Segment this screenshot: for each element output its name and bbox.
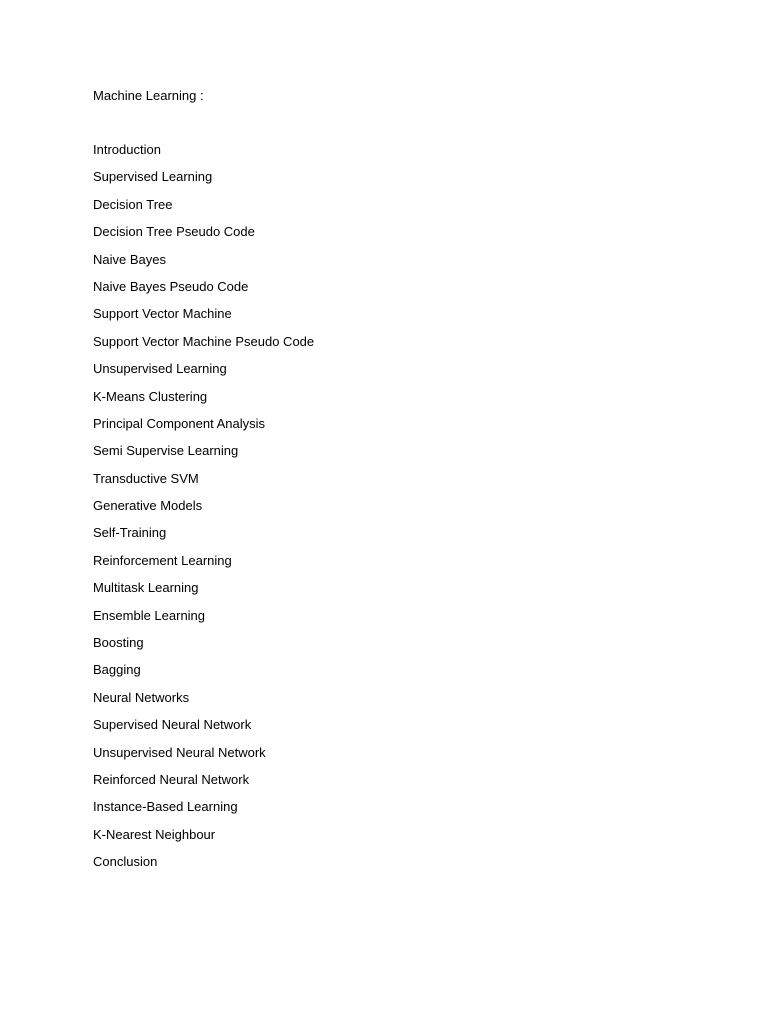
- topic-item: Reinforced Neural Network: [93, 771, 250, 787]
- topic-item: K-Nearest Neighbour: [93, 826, 216, 842]
- topic-item: Support Vector Machine Pseudo Code: [93, 333, 315, 349]
- topic-item: Conclusion: [93, 854, 158, 870]
- topic-list: [93, 141, 314, 881]
- topic-item: Self-Training: [93, 525, 167, 541]
- topic-item: Supervised Learning: [93, 169, 213, 185]
- topic-item: Unsupervised Learning: [93, 361, 227, 377]
- topic-item: Bagging: [93, 662, 141, 678]
- topic-item: Naive Bayes Pseudo Code: [93, 278, 249, 294]
- topic-item: Naive Bayes: [93, 251, 166, 267]
- topic-item: Support Vector Machine: [93, 306, 232, 322]
- topic-item: Multitask Learning: [93, 580, 199, 596]
- topic-item: Supervised Neural Network: [93, 717, 252, 733]
- topic-item: Boosting: [93, 635, 144, 651]
- topic-item: K-Means Clustering: [93, 388, 208, 404]
- topic-item: Unsupervised Neural Network: [93, 744, 266, 760]
- document-title: Machine Learning :: [93, 88, 204, 103]
- topic-item: Decision Tree Pseudo Code: [93, 224, 255, 240]
- topic-item: Instance-Based Learning: [93, 799, 238, 815]
- topic-item: Introduction: [93, 142, 161, 157]
- topic-item: Decision Tree: [93, 196, 173, 212]
- topic-item: Generative Models: [93, 498, 203, 514]
- topic-item: Neural Networks: [93, 689, 190, 705]
- topic-item: Principal Component Analysis: [93, 415, 265, 431]
- topic-item: Transductive SVM: [93, 470, 199, 486]
- topic-item: Ensemble Learning: [93, 607, 206, 623]
- topic-item: Semi Supervise Learning: [93, 443, 239, 459]
- topic-item: Reinforcement Learning: [93, 552, 232, 568]
